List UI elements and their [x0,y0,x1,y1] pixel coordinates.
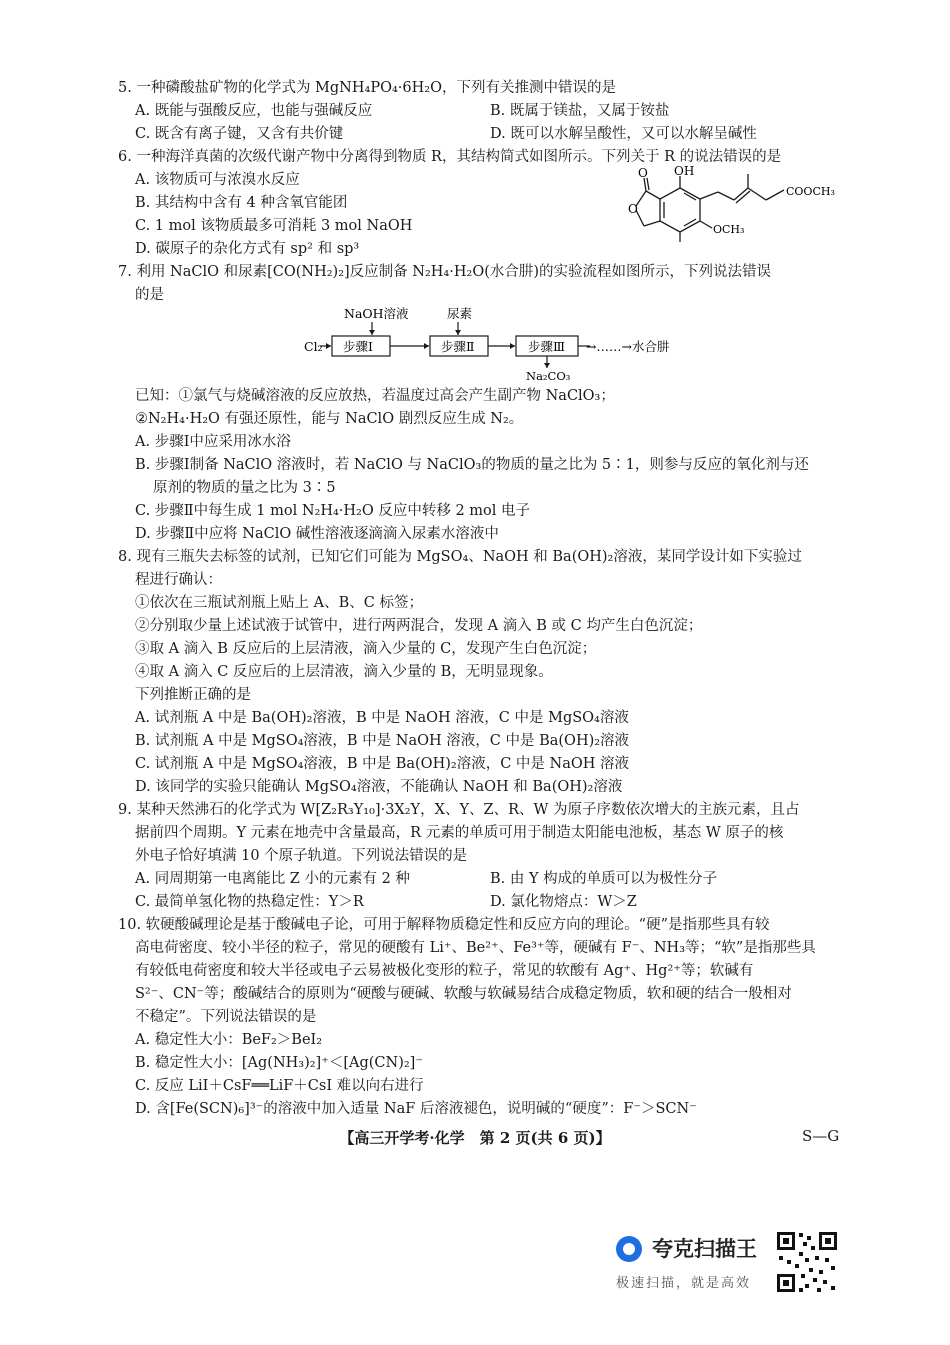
q5-option-c: C. 既含有离子键，又含有共价键 [135,126,344,142]
q9-stem-line1: 9. 某种天然沸石的化学式为 W[Z₂R₃Y₁₀]·3X₂Y，X、Y、Z、R、W 为原子序数依次增大的主族元素，且占 [118,802,800,818]
q10-stem-line3: 有较低电荷密度和较大半径或电子云易被极化变形的粒子，常见的软酸有 Ag⁺、Hg²⁺等；软碱有 [135,963,754,979]
q6-option-b: B. 其结构中含有 4 种含氧官能团 [135,195,348,211]
q6-option-c: C. 1 mol 该物质最多可消耗 3 mol NaOH [135,218,413,234]
q8-option-a: A. 试剂瓶 A 中是 Ba(OH)₂溶液，B 中是 NaOH 溶液，C 中是 MgSO₄溶液 [135,710,629,726]
footer-code: S—G [802,1127,840,1145]
q8-step-4: ④取 A 滴入 C 反应后的上层清液，滴入少量的 B，无明显现象。 [135,664,553,680]
flow-step2-label: 步骤Ⅱ [441,339,475,354]
scanner-slogan: 极速扫描，就是高效 [616,1276,752,1291]
q8-option-d: D. 该同学的实验只能确认 MgSO₄溶液，不能确认 NaOH 和 Ba(OH)₂溶液 [135,779,623,795]
q6-structure-diagram [620,166,850,248]
q8-step-3: ③取 A 滴入 B 反应后的上层清液，滴入少量的 C，发现产生白色沉淀； [135,641,597,657]
q7-stem-line1: 7. 利用 NaClO 和尿素[CO(NH₂)₂]反应制备 N₂H₄·H₂O(水合肼)的实验流程如图所示，下列说法错误 [118,264,772,280]
quark-logo-icon [616,1236,642,1262]
q10-stem-line2: 高电荷密度、较小半径的粒子，常见的硬酸有 Li⁺、Be²⁺、Fe³⁺等，硬碱有 F⁻、NH₃等；“软”是指那些具 [135,940,816,956]
flow-step3-label: 步骤Ⅲ [528,339,566,354]
q10-stem-line4: S²⁻、CN⁻等；酸碱结合的原则为“硬酸与硬碱、软酸与软碱易结合成稳定物质，软和硬的结合一般相对 [135,986,792,1002]
q8-stem-line2: 程进行确认： [135,572,222,588]
q7-option-d: D. 步骤Ⅱ中应将 NaClO 碱性溶液逐滴滴入尿素水溶液中 [135,526,499,542]
q8-stem-line1: 8. 现有三瓶失去标签的试剂，已知它们可能为 MgSO₄、NaOH 和 Ba(OH)₂溶液，某同学设计如下实验过 [118,549,802,565]
q9-option-a: A. 同周期第一电离能比 Z 小的元素有 2 种 [135,871,410,887]
q7-option-b-line1: B. 步骤Ⅰ制备 NaClO 溶液时，若 NaClO 与 NaClO₃的物质的量之比为 5∶1，则参与反应的氧化剂与还 [135,457,809,473]
q5-option-a: A. 既能与强酸反应，也能与强碱反应 [135,103,373,119]
q6-label-ester: COOCH₃ [786,185,835,198]
q10-option-c: C. 反应 LiI＋CsF══LiF＋CsI 难以向右进行 [135,1078,424,1094]
flow-reagent-naoh: NaOH溶液 [344,306,409,321]
q9-option-d: D. 氯化物熔点：W＞Z [490,894,637,910]
q10-stem-line1: 10. 软硬酸碱理论是基于酸碱电子论，可用于解释物质稳定性和反应方向的理论。“硬”是指那些具有较 [118,917,770,933]
q5-option-d: D. 既可以水解呈酸性，又可以水解呈碱性 [490,126,757,142]
q9-stem-line3: 外电子恰好填满 10 个原子轨道。下列说法错误的是 [135,848,468,864]
q5-stem: 5. 一种磷酸盐矿物的化学式为 MgNH₄PO₄·6H₂O，下列有关推测中错误的是 [118,80,616,96]
flow-byproduct: Na₂CO₃ [526,369,571,382]
q10-option-d: D. 含[Fe(SCN)₆]³⁻的溶液中加入适量 NaF 后溶液褪色，说明碱的“硬度”：F⁻＞SCN⁻ [135,1101,697,1117]
q7-option-a: A. 步骤Ⅰ中应采用冰水浴 [135,434,291,450]
q6-label-ome: OCH₃ [713,223,745,236]
q8-step-1: ①依次在三瓶试剂瓶上贴上 A、B、C 标签； [135,595,423,611]
flow-input-cl2: Cl₂ [304,339,323,354]
q9-stem-line2: 据前四个周期。Y 元素在地壳中含量最高，R 元素的单质可用于制造太阳能电池板，基态 W 原子的核 [135,825,784,841]
q6-label-carbonyl-o: O [638,166,648,180]
q10-option-b: B. 稳定性大小：[Ag(NH₃)₂]⁺＜[Ag(CN)₂]⁻ [135,1055,423,1071]
q6-option-a: A. 该物质可与浓溴水反应 [135,172,300,188]
q7-known-2: ②N₂H₄·H₂O 有强还原性，能与 NaClO 剧烈反应生成 N₂。 [135,411,524,427]
q6-option-d: D. 碳原子的杂化方式有 sp² 和 sp³ [135,241,360,257]
q9-option-c: C. 最简单氢化物的热稳定性：Y＞R [135,894,364,910]
q10-option-a: A. 稳定性大小：BeF₂＞BeI₂ [135,1032,323,1048]
footer-title: 【高三开学考·化学 第 2 页(共 6 页)】 [339,1129,611,1147]
q9-option-b: B. 由 Y 构成的单质可以为极性分子 [490,871,718,887]
q6-label-ring-o: O [628,202,638,216]
scanner-brand: 夸克扫描王 [652,1237,757,1261]
q8-ask: 下列推断正确的是 [135,687,251,703]
qr-code-icon [775,1230,839,1294]
flow-output: →……→水合肼 [586,339,670,354]
q5-option-b: B. 既属于镁盐，又属于铵盐 [490,103,670,119]
flow-step1-label: 步骤Ⅰ [343,339,373,354]
q7-option-c: C. 步骤Ⅱ中每生成 1 mol N₂H₄·H₂O 反应中转移 2 mol 电子 [135,503,531,519]
flow-reagent-urea: 尿素 [447,306,473,321]
q7-flow-diagram [300,304,680,382]
q10-stem-line5: 不稳定”。下列说法错误的是 [135,1009,317,1025]
q8-step-2: ②分别取少量上述试液于试管中，进行两两混合，发现 A 滴入 B 或 C 均产生白色沉淀； [135,618,703,634]
q6-label-oh: OH [674,166,695,178]
q7-stem-line2: 的是 [135,287,164,303]
q7-option-b-line2: 原剂的物质的量之比为 3∶5 [153,480,336,496]
q6-stem: 6. 一种海洋真菌的次级代谢产物中分离得到物质 R，其结构简式如图所示。下列关于 R 的说法错误的是 [118,149,782,165]
q8-option-b: B. 试剂瓶 A 中是 MgSO₄溶液，B 中是 NaOH 溶液，C 中是 Ba(OH)₂溶液 [135,733,630,749]
q7-known-1: 已知：①氯气与烧碱溶液的反应放热，若温度过高会产生副产物 NaClO₃； [135,388,615,404]
q8-option-c: C. 试剂瓶 A 中是 MgSO₄溶液，B 中是 Ba(OH)₂溶液，C 中是 NaOH 溶液 [135,756,629,772]
